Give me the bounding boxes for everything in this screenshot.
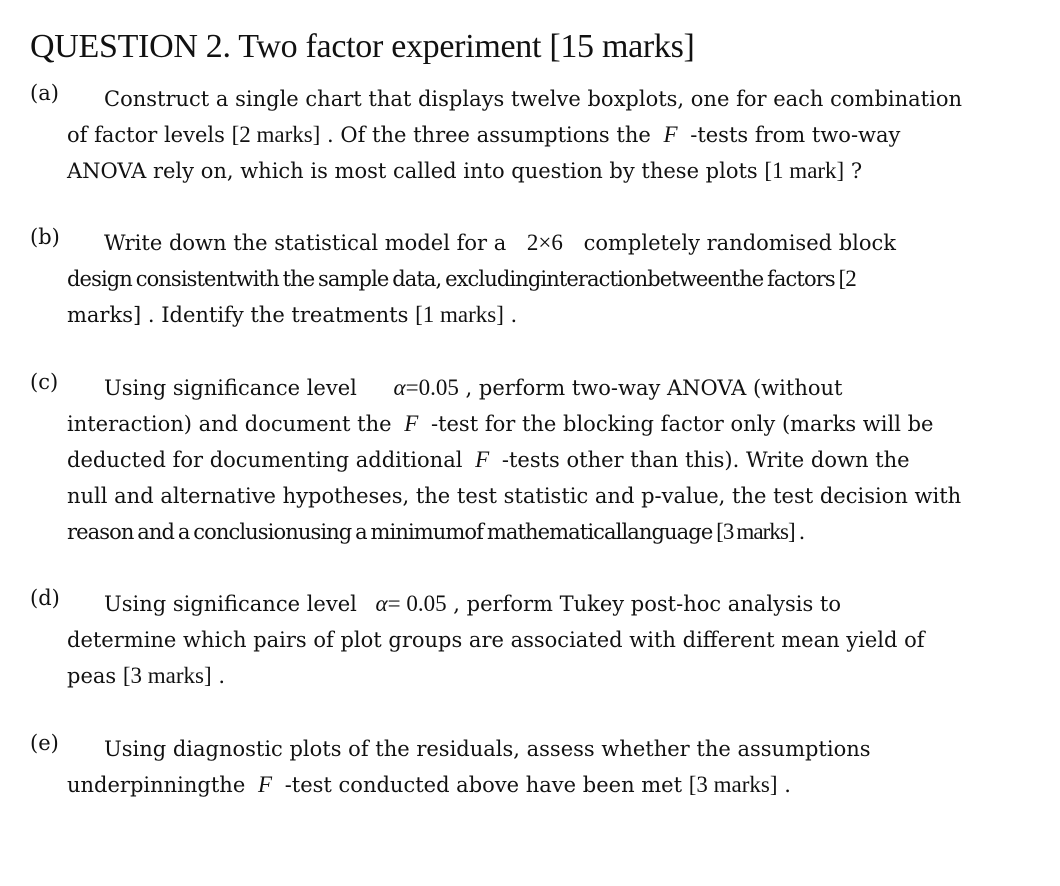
text-line bbox=[30, 117, 962, 153]
text-segment: -tests from two-way bbox=[690, 123, 901, 147]
marks: [3 marks] bbox=[688, 772, 778, 797]
text-line bbox=[30, 514, 962, 550]
text-segment: ? bbox=[850, 159, 863, 183]
text-line bbox=[30, 442, 962, 478]
text-segment: deducted for documenting additional bbox=[67, 448, 463, 472]
text-segment: -tests other than this). Write down the bbox=[501, 448, 910, 472]
text-line bbox=[30, 225, 962, 261]
text-segment: , perform two-way ANOVA (without bbox=[465, 376, 843, 400]
text-line bbox=[30, 658, 962, 694]
part-label: (e) bbox=[30, 731, 59, 755]
math-expression: =0.05 bbox=[405, 375, 459, 400]
part-label: (d) bbox=[30, 586, 60, 610]
text-segment: underpinningthe bbox=[67, 773, 246, 797]
math-symbol: F bbox=[663, 122, 678, 147]
math-symbol: α bbox=[393, 375, 406, 400]
part-label: (b) bbox=[30, 225, 60, 249]
question-title: QUESTION 2. Two factor experiment [15 marks] bbox=[30, 28, 695, 65]
text-segment: peas bbox=[67, 664, 117, 688]
text-segment: . bbox=[218, 664, 226, 688]
text-segment: of factor levels bbox=[67, 123, 225, 147]
part-label: (c) bbox=[30, 370, 59, 394]
part-c bbox=[30, 370, 962, 550]
text-segment: . Identify the treatments bbox=[147, 303, 409, 327]
part-d bbox=[30, 586, 962, 694]
text-line bbox=[30, 731, 962, 767]
text-segment: Construct a single chart that displays twelve boxplots, one for each combination bbox=[104, 87, 962, 111]
math-symbol: F bbox=[404, 411, 419, 436]
marks: [1 mark] bbox=[764, 158, 845, 183]
text-segment: . bbox=[510, 303, 518, 327]
part-b bbox=[30, 225, 962, 333]
text-segment: Write down the statistical model for a bbox=[104, 231, 507, 255]
text-segment: . bbox=[784, 773, 791, 797]
marks: [3 marks] bbox=[716, 519, 795, 544]
text-line bbox=[30, 370, 962, 406]
part-e bbox=[30, 731, 962, 803]
marks: [2 marks] bbox=[231, 122, 321, 147]
text-segment: , perform Tukey post-hoc analysis to bbox=[453, 592, 841, 616]
text-segment: . bbox=[798, 520, 805, 544]
text-line bbox=[30, 406, 962, 442]
text-line bbox=[30, 81, 962, 117]
text-segment: Using significance level bbox=[104, 592, 357, 616]
text-line bbox=[30, 153, 962, 189]
text-line bbox=[30, 478, 962, 514]
marks: [3 marks] bbox=[122, 663, 212, 688]
text-line bbox=[30, 586, 962, 622]
text-segment: Using significance level bbox=[104, 376, 357, 400]
part-label: (a) bbox=[30, 81, 59, 105]
math-symbol: α bbox=[375, 591, 388, 616]
text-segment: ANOVA rely on, which is most called into question by these plots bbox=[67, 159, 758, 183]
text-segment: -test conducted above have been met bbox=[284, 773, 683, 797]
text-line bbox=[30, 767, 962, 803]
math-expression: = 0.05 bbox=[387, 591, 447, 616]
text-segment: . Of the three assumptions the bbox=[327, 123, 651, 147]
marks: [2 bbox=[838, 266, 856, 291]
math-expression: 2×6 bbox=[526, 230, 563, 255]
text-segment: Using diagnostic plots of the residuals, assess whether the assumptions bbox=[104, 737, 871, 761]
math-symbol: F bbox=[257, 772, 272, 797]
text-segment: interaction) and document the bbox=[67, 412, 392, 436]
text-segment: -test for the blocking factor only (marks will be bbox=[430, 412, 934, 436]
text-line bbox=[30, 297, 962, 333]
text-segment: marks] bbox=[67, 303, 142, 327]
text-segment: determine which pairs of plot groups are associated with different mean yield of bbox=[67, 628, 925, 652]
text-line bbox=[30, 622, 962, 658]
math-symbol: F bbox=[475, 447, 490, 472]
part-a bbox=[30, 81, 962, 189]
text-line bbox=[30, 261, 962, 297]
marks: [1 marks] bbox=[415, 302, 504, 327]
text-segment: design consistentwith the sample data, excludinginteractionbetweenthe factors bbox=[67, 267, 835, 291]
text-segment: null and alternative hypotheses, the test statistic and p-value, the test decision with bbox=[67, 484, 962, 508]
text-segment: completely randomised block bbox=[583, 231, 897, 255]
text-segment: reason and a conclusionusing a minimumof mathematicallanguage bbox=[67, 520, 713, 544]
